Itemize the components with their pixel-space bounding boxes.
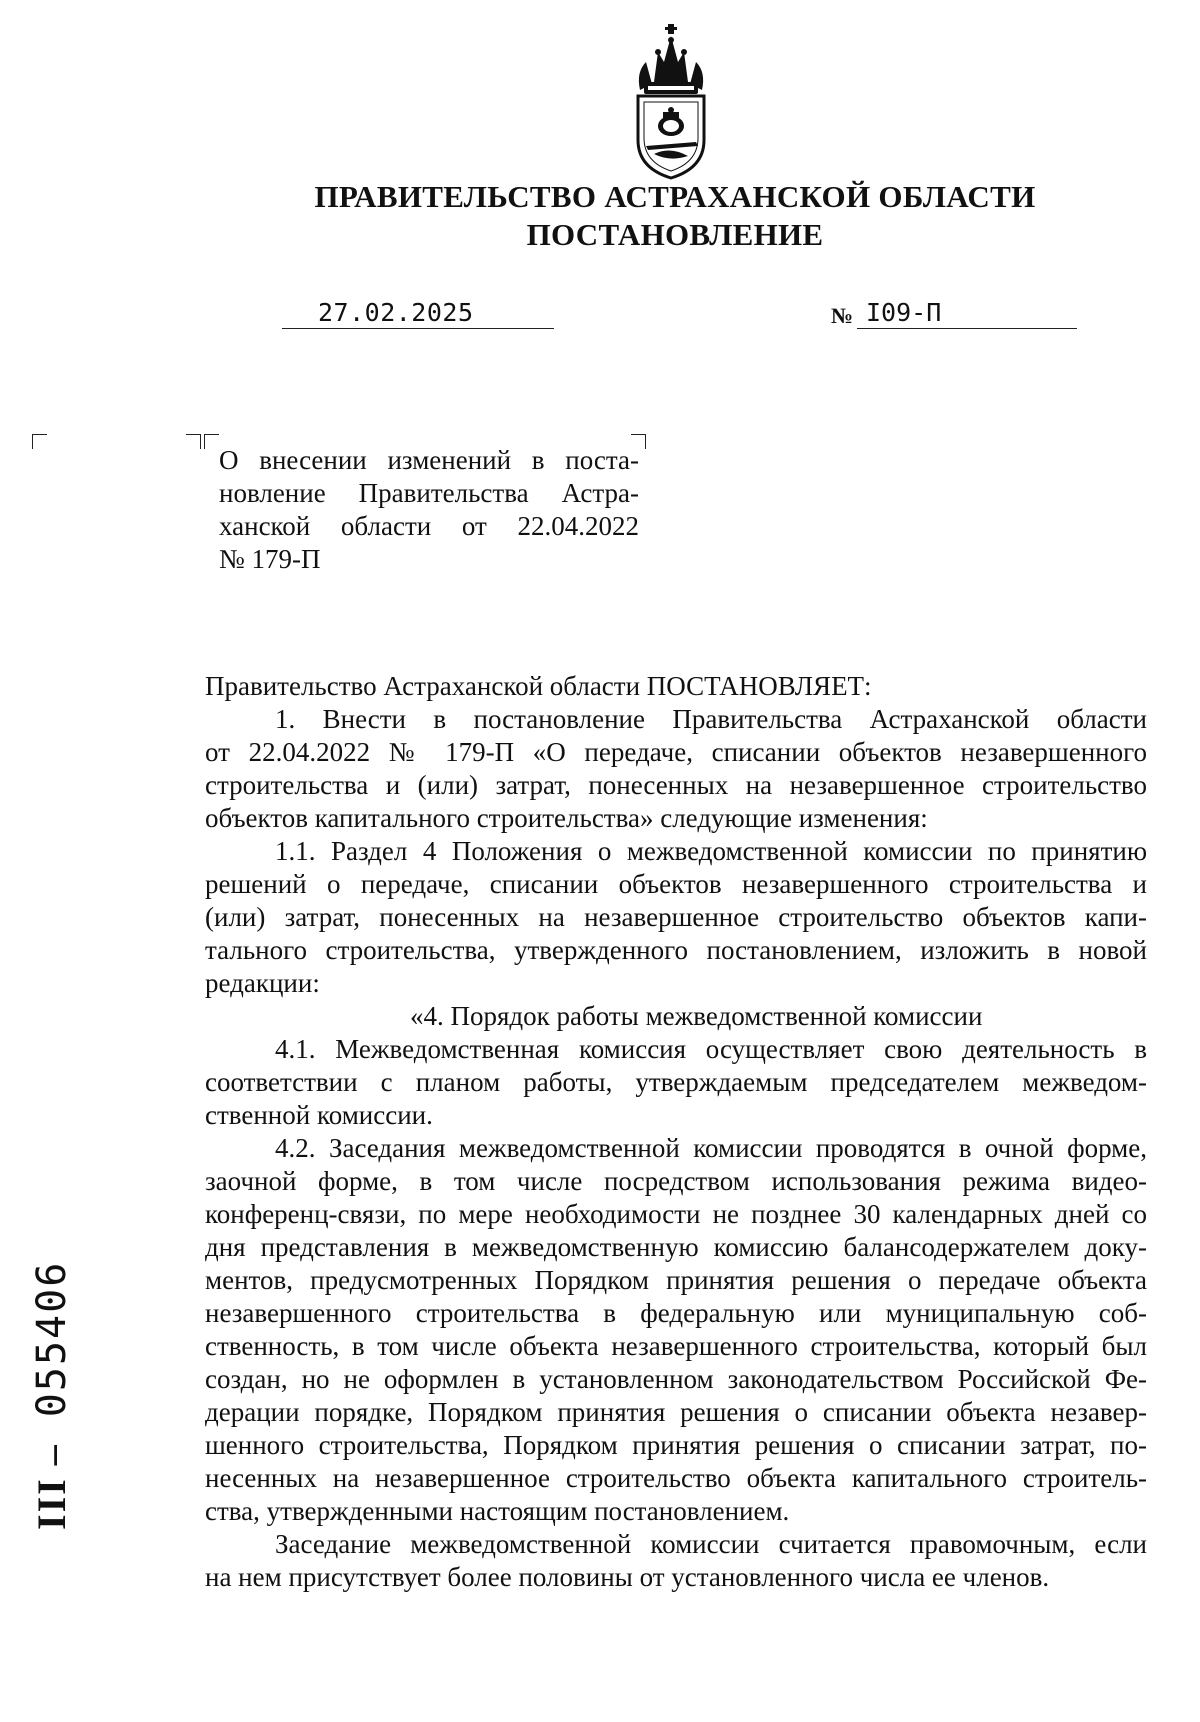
body-line: незавершенного строительства в федеральную или муниципальную соб-: [205, 1298, 1147, 1328]
body-line: от 22.04.2022 № 179-П «О передаче, списании объектов незавершенного: [205, 737, 1147, 767]
body-line: создан, но не оформлен в установленном законодательством Российской Фе-: [205, 1364, 1147, 1394]
document-date: 27.02.2025: [318, 298, 474, 327]
subject-line: ханской области от 22.04.2022: [219, 511, 639, 541]
document-subject: [219, 444, 639, 576]
body-line: (или) затрат, понесенных на незавершенное строительство объектов капи-: [205, 902, 1147, 932]
body-line: ства, утвержденными настоящим постановлением.: [205, 1496, 790, 1526]
document-body: [205, 670, 1147, 1594]
body-line: решений о передаче, списании объектов незавершенного строительства и: [205, 869, 1147, 899]
body-line: заочной форме, в том числе посредством использования режима видео-: [205, 1166, 1147, 1196]
body-line: тального строительства, утвержденного постановлением, изложить в новой: [205, 935, 1147, 965]
body-line: шенного строительства, Порядком принятия решения о списании затрат, по-: [205, 1430, 1147, 1460]
margin-corner-mark: [32, 434, 47, 449]
document-number: I09-П: [866, 298, 942, 327]
document-type-title: ПОСТАНОВЛЕНИЕ: [526, 217, 824, 252]
body-line: ственность, в том числе объекта незавершенного строительства, который был: [205, 1331, 1147, 1361]
body-line: дерации порядке, Порядком принятия решения о списании объекта незавер-: [205, 1397, 1147, 1427]
body-line: строительства и (или) затрат, понесенных на незавершенное строительство: [205, 770, 1147, 800]
body-line: дня представления в межведомственную комиссию балансодержателем доку-: [205, 1232, 1147, 1262]
body-line: объектов капитального строительства» следующие изменения:: [205, 803, 928, 833]
preamble-line: Правительство Астраханской области ПОСТАНОВЛЯЕТ:: [205, 671, 872, 701]
subject-line: № 179-П: [219, 544, 321, 574]
number-sign: №: [831, 303, 854, 328]
body-line: 4.1. Межведомственная комиссия осуществляет свою деятельность в: [275, 1034, 1147, 1064]
serial-prefix: ІІІ –: [29, 1443, 74, 1530]
government-title: ПРАВИТЕЛЬСТВО АСТРАХАНСКОЙ ОБЛАСТИ: [314, 179, 1036, 214]
subject-line: О внесении изменений в поста-: [219, 445, 639, 475]
subject-line: новление Правительства Астра-: [219, 478, 639, 508]
body-line: на нем присутствует более половины от установленного числа ее членов.: [205, 1562, 1050, 1592]
body-line: несенных на незавершенное строительство объекта капитального строитель-: [205, 1463, 1147, 1493]
section-heading: «4. Порядок работы межведомственной комиссии: [410, 1001, 983, 1031]
body-line: Заседание межведомственной комиссии считается правомочным, если: [275, 1529, 1147, 1559]
serial-number: 055406: [29, 1260, 75, 1418]
form-serial-stamp: [28, 1261, 75, 1530]
body-line: ственной комиссии.: [205, 1100, 433, 1130]
subject-corner-mark-left-outer: [186, 434, 201, 449]
body-line: 4.2. Заседания межведомственной комиссии проводятся в очной форме,: [275, 1133, 1147, 1163]
coat-of-arms-emblem: [630, 22, 712, 182]
body-line: конференц-связи, по мере необходимости не позднее 30 календарных дней со: [205, 1199, 1147, 1229]
body-line: 1.1. Раздел 4 Положения о межведомственной комиссии по принятию: [275, 836, 1147, 866]
subject-corner-mark-left-inner: [204, 434, 219, 449]
body-line: ментов, предусмотренных Порядком принятия решения о передаче объекта: [205, 1265, 1147, 1295]
body-line: соответствии с планом работы, утверждаемым председателем межведом-: [205, 1067, 1147, 1097]
body-line: 1. Внести в постановление Правительства Астраханской области: [275, 704, 1147, 734]
body-line: редакции:: [205, 968, 320, 998]
